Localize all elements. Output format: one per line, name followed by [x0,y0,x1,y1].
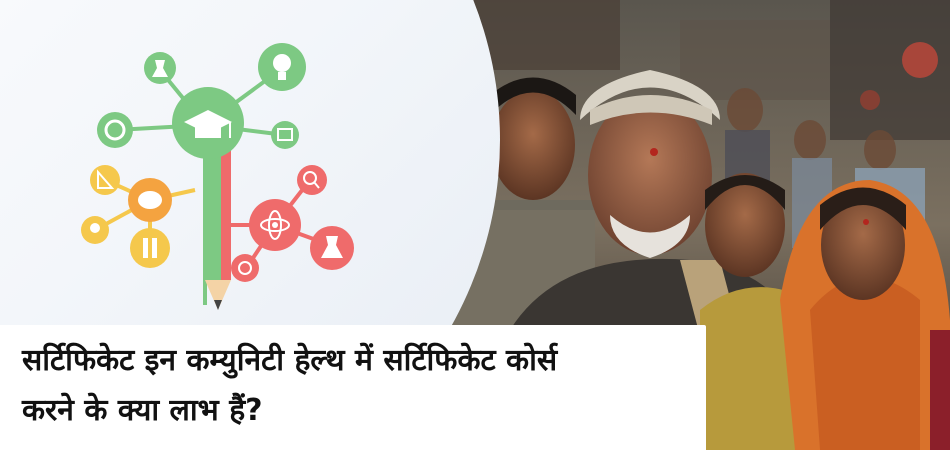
globe-icon [97,112,133,148]
education-illustration [60,30,380,320]
globe-small-icon [231,254,259,282]
magnifier-icon [297,165,327,195]
page-title-line-1: सर्टिफिकेट इन कम्युनिटी हेल्थ में सर्टिफिकेट कोर्स [22,343,558,378]
book-icon [271,121,299,149]
ruler-pencil-icon [130,228,170,268]
page-title-line-2: करने के क्या लाभ हैं? [22,393,263,428]
